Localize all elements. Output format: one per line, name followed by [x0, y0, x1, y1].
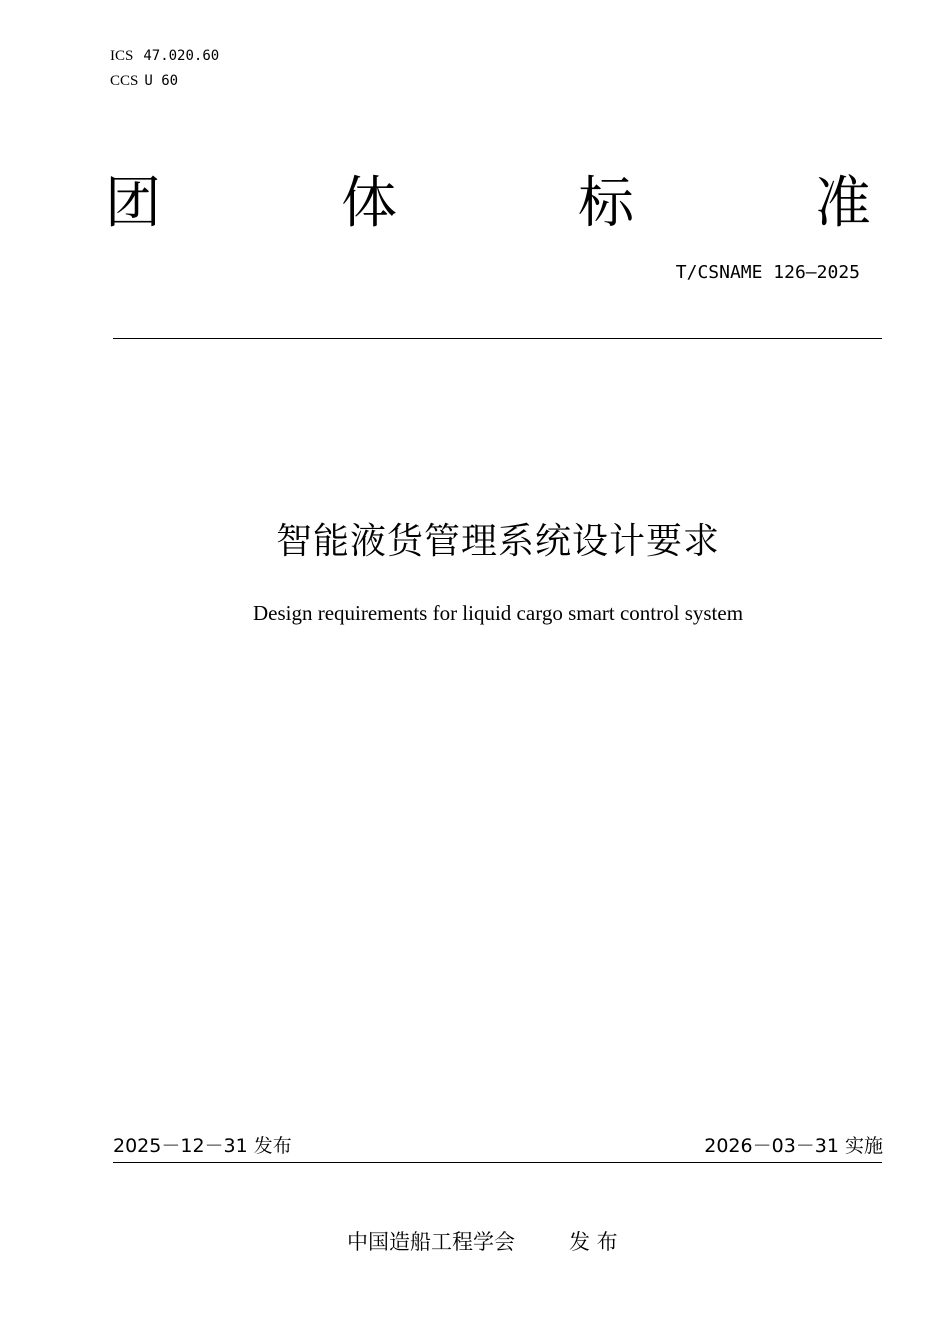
standard-type-char-4: 准: [815, 171, 871, 236]
ccs-label: CCS: [110, 73, 139, 89]
standard-number: T/CSNAME 126—2025: [675, 262, 860, 283]
publisher-name: 中国造船工程学会: [347, 1230, 515, 1254]
top-divider: [113, 338, 882, 339]
bottom-divider: [113, 1162, 882, 1163]
ccs-code: U 60: [144, 73, 179, 89]
title-chinese: 智能液货管理系统设计要求: [275, 521, 720, 562]
ics-code: 47.020.60: [143, 48, 220, 64]
standard-type-char-2: 体: [341, 171, 397, 236]
release-date: 2025－12－31 发布: [113, 1135, 292, 1157]
ics-label: ICS: [110, 48, 134, 64]
publisher-action: 发 布: [569, 1230, 618, 1254]
implementation-date: 2026－03－31 实施: [704, 1135, 883, 1157]
ccs-line: [110, 72, 178, 90]
title-english: Design requirements for liquid cargo smart control system: [252, 601, 744, 625]
standard-type-char-3: 标: [578, 171, 634, 236]
ics-line: [110, 47, 219, 65]
standard-type-char-1: 团: [105, 171, 161, 236]
